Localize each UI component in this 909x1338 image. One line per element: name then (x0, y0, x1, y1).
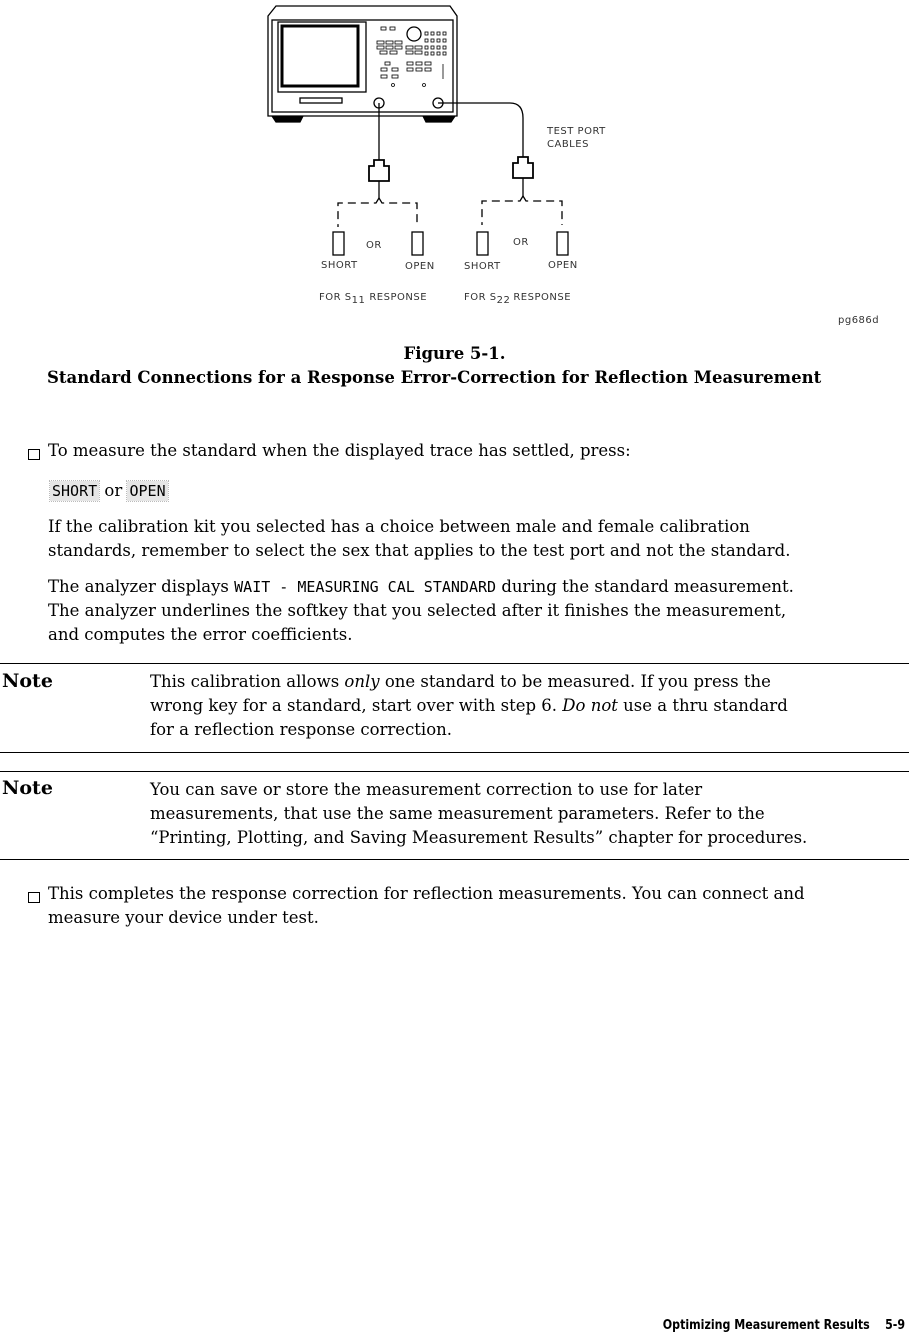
figure-id: pg686d (838, 315, 880, 326)
paragraph-line: The analyzer underlines the softkey that you selected after it finishes the measurement, (48, 601, 787, 620)
short-softkey[interactable]: SHORT (52, 482, 98, 500)
checkbox-icon (28, 449, 40, 460)
note-line: for a reflection response correction. (150, 720, 453, 739)
divider (0, 771, 909, 772)
step-text: To measure the standard when the displayed trace has settled, press: (48, 441, 631, 460)
label-test-port: TEST PORT (547, 126, 606, 137)
short-standard-s22 (477, 232, 488, 255)
label-s22-response: FOR S22 RESPONSE (464, 292, 572, 306)
paragraph-line: If the calibration kit you selected has a choice between male and female calibration (48, 517, 750, 536)
display-message: WAIT - MEASURING CAL STANDARD (234, 578, 497, 596)
figure-number: Figure 5-1. (403, 344, 506, 363)
checkbox-icon (28, 892, 40, 903)
note-line: “Printing, Plotting, and Saving Measurement Results” chapter for procedures. (150, 828, 808, 847)
note-label: Note (2, 670, 53, 692)
note-line: You can save or store the measurement correction to use for later (150, 780, 703, 799)
connection-diagram (0, 0, 909, 335)
step-text: This completes the response correction for reflection measurements. You can connect and (48, 884, 805, 903)
paragraph-line: and computes the error coefficients. (48, 625, 353, 644)
note-label: Note (2, 777, 53, 799)
label-cables: CABLES (547, 139, 589, 150)
label-or: OR (366, 240, 382, 251)
paragraph-line: The analyzer displays WAIT - MEASURING CAL STANDARD during the standard measurement. (48, 577, 794, 596)
note-line: wrong key for a standard, start over with step 6. Do not use a thru standard (150, 696, 788, 715)
paragraph-line: standards, remember to select the sex that applies to the test port and not the standard. (48, 541, 791, 560)
label-s11-response: FOR S11 RESPONSE (319, 292, 428, 306)
label-open: OPEN (405, 261, 435, 272)
open-standard-s22 (557, 232, 568, 255)
divider (0, 663, 909, 664)
short-standard-s11 (333, 232, 344, 255)
note-line: measurements, that use the same measurement parameters. Refer to the (150, 804, 765, 823)
page-footer: Optimizing Measurement Results 5-9 (662, 1318, 905, 1333)
open-standard-s11 (412, 232, 423, 255)
open-softkey[interactable]: OPEN (129, 482, 166, 500)
divider (0, 752, 909, 753)
divider (0, 859, 909, 860)
label-open: OPEN (548, 260, 578, 271)
figure-caption: Standard Connections for a Response Error-Correction for Reflection Measurement (47, 368, 822, 387)
label-short: SHORT (464, 261, 501, 272)
or-text: or (104, 481, 123, 500)
label-or: OR (513, 237, 529, 248)
label-short: SHORT (321, 260, 358, 271)
step-text: measure your device under test. (48, 908, 319, 927)
note-line: This calibration allows only one standard to be measured. If you press the (150, 672, 771, 691)
softkey-line (50, 479, 168, 503)
